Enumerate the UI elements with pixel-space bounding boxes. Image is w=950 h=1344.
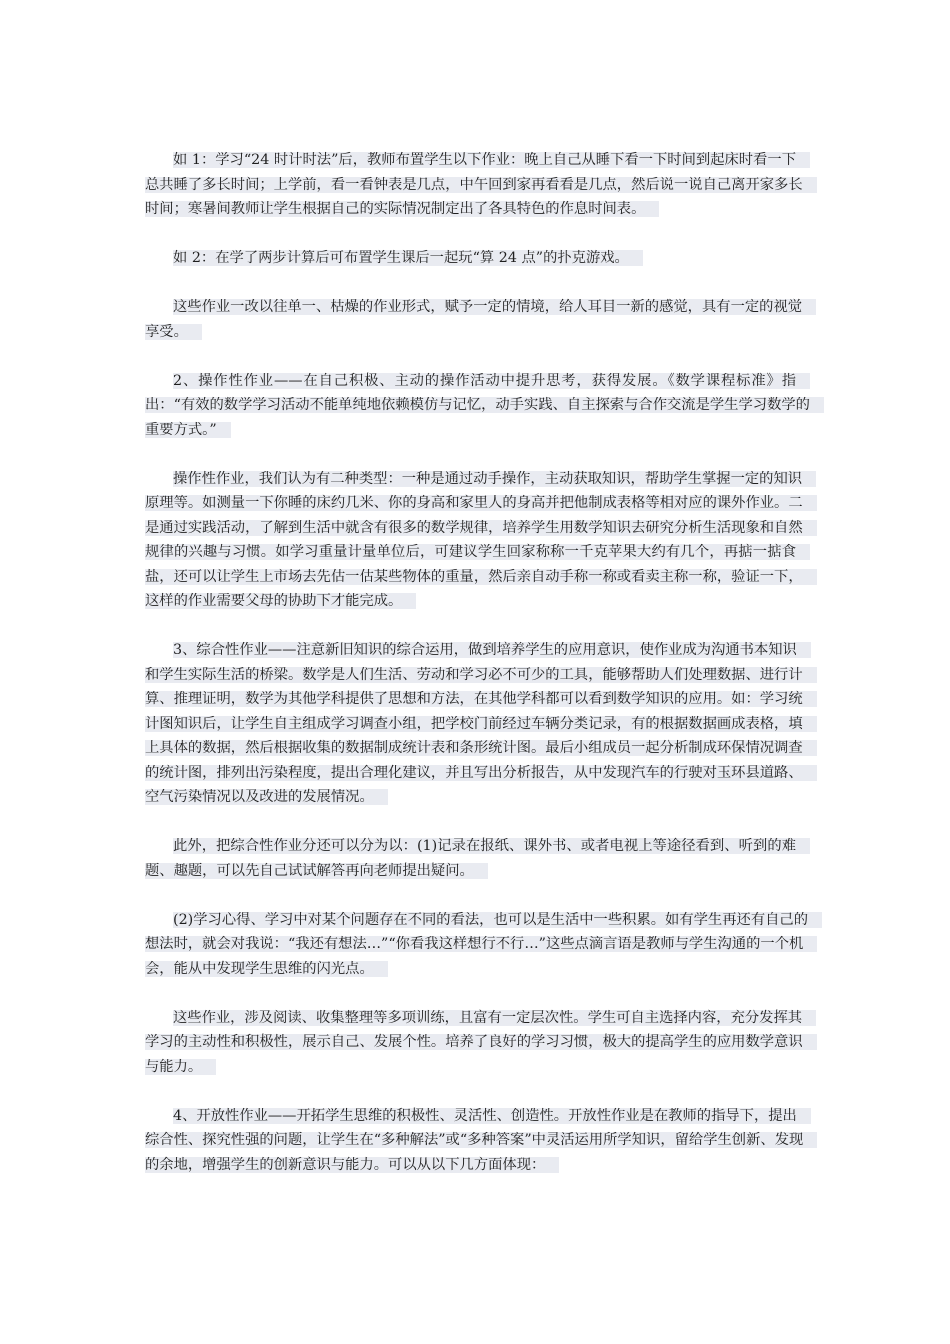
paragraph-text: 这些作业一改以往单一、枯燥的作业形式，赋予一定的情境，给人耳目一新的感觉，具有一定的视觉享受。 (145, 299, 816, 340)
paragraph-text: 4、开放性作业——开拓学生思维的积极性、灵活性、创造性。开放性作业是在教师的指导下，提出综合性、探究性强的问题，让学生在“多种解法”或“多种答案”中灵活运用所学知识，留给学生创新、发现的余地，增强学生的创新意识与能力。可以从以下几方面体现： (145, 1108, 817, 1173)
paragraph-operational-homework (145, 369, 810, 443)
paragraph-text: 这些作业，涉及阅读、收集整理等多项训练，且富有一定层次性。学生可自主选择内容，充分发挥其学习的主动性和积极性，展示自己、发展个性。培养了良好的学习习惯，极大的提高学生的应用数学意识与能力。 (145, 1010, 817, 1075)
paragraph-example-2 (145, 246, 810, 271)
document-body (145, 148, 810, 1202)
paragraph-operational-types (145, 467, 810, 614)
paragraph-comprehensive-homework (145, 638, 810, 810)
paragraph-text: 此外，把综合性作业分还可以分为以：(1)记录在报纸、课外书、或者电视上等途径看到、听到的难题、趣题，可以先自己试试解答再向老师提出疑问。 (145, 838, 810, 879)
paragraph-open-homework (145, 1104, 810, 1178)
paragraph-text: 3、综合性作业——注意新旧知识的综合运用，做到培养学生的应用意识，使作业成为沟通书本知识和学生实际生活的桥梁。数学是人们生活、劳动和学习必不可少的工具，能够帮助人们处理数据、进行计算、推理证明，数学为其他学科提供了思想和方法，在其他学科都可以看到数学知识的应用。如：学习统计图知识后，让学生自主组成学习调查小组，把学校门前经过车辆分类记录，有的根据数据画成表格，填上具体的数据，然后根据收集的数据制成统计表和条形统计图。最后小组成员一起分析制成环保情况调查的统计图，排列出污染程度，提出合理化建议，并且写出分析报告，从中发现汽车的行驶对玉环县道路、空气污染情况以及改进的发展情况。 (145, 642, 817, 805)
paragraph-text: 如 2：在学了两步计算后可布置学生课后一起玩“算 24 点”的扑克游戏。 (173, 250, 643, 266)
paragraph-text: 操作性作业，我们认为有二种类型：一种是通过动手操作，主动获取知识，帮助学生掌握一定的知识原理等。如测量一下你睡的床约几米、你的身高和家里人的身高并把他制成表格等相对应的课外作业。二是通过实践活动，了解到生活中就含有很多的数学规律，培养学生用数学知识去研究分析生活现象和自然规律的兴趣与习惯。如学习重量计量单位后，可建议学生回家称称一千克苹果大约有几个，再掂一掂食盐，还可以让学生上市场去先估一估某些物体的重量，然后亲自动手称一称或看卖主称一称，验证一下，这样的作业需要父母的协助下才能完成。 (145, 471, 817, 610)
paragraph-comprehensive-item-2 (145, 908, 810, 982)
paragraph-text: (2)学习心得、学习中对某个问题存在不同的看法，也可以是生活中一些积累。如有学生再还有自己的想法时，就会对我说：“我还有想法…”“你看我这样想行不行…”这些点滴言语是教师与学生沟通的一个机会，能从中发现学生思维的闪光点。 (145, 912, 822, 977)
paragraph-comprehensive-item-1 (145, 834, 810, 883)
paragraph-text: 2、操作性作业——在自己积极、主动的操作活动中提升思考，获得发展。《数学课程标准》指出：“有效的数学学习活动不能单纯地依赖模仿与记忆，动手实践、自主探索与合作交流是学生学习数学的重要方式。” (145, 373, 824, 438)
paragraph-summary-1 (145, 295, 810, 344)
paragraph-example-1 (145, 148, 810, 222)
paragraph-text: 如 1：学习“24 时计时法”后，教师布置学生以下作业：晚上自己从睡下看一下时间到起床时看一下总共睡了多长时间；上学前，看一看钟表是几点，中午回到家再看看是几点，然后说一说自己离开家多长时间；寒暑间教师让学生根据自己的实际情况制定出了各具特色的作息时间表。 (145, 152, 817, 217)
paragraph-summary-2 (145, 1006, 810, 1080)
